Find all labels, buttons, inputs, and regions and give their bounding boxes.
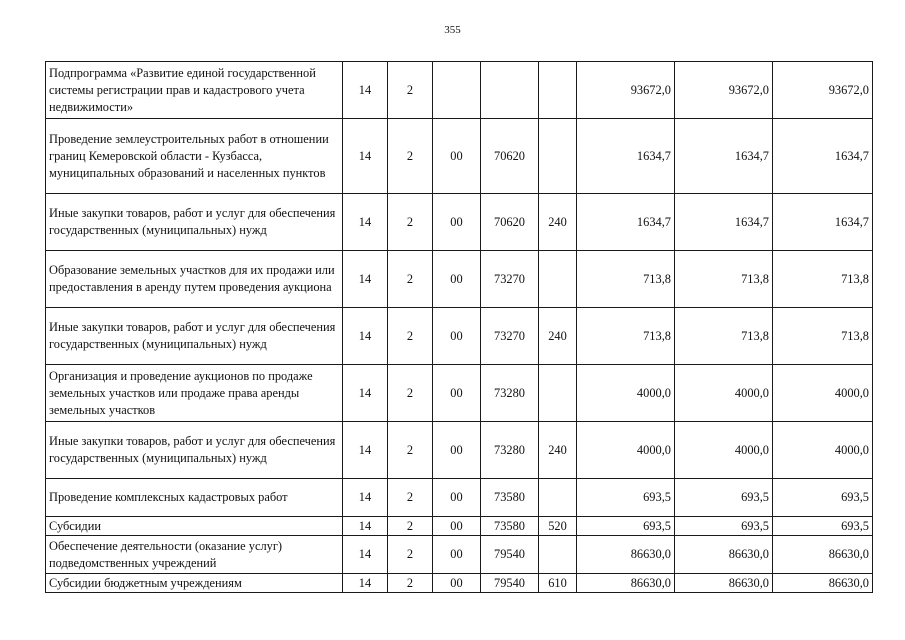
expense-type-code: 520 [539,517,577,536]
program-code: 00 [433,119,481,194]
program-code: 00 [433,194,481,251]
subsection-code: 2 [388,119,433,194]
program-code: 00 [433,574,481,593]
expense-type-code: 240 [539,422,577,479]
section-code: 14 [343,517,388,536]
table-row [46,536,873,574]
amount-1: 713,8 [577,251,675,308]
row-name: Иные закупки товаров, работ и услуг для обеспечения государственных (муниципальных) нужд [46,194,343,251]
program-code: 00 [433,517,481,536]
amount-2: 4000,0 [675,422,773,479]
article-code: 73280 [481,365,539,422]
expense-type-code [539,119,577,194]
table-row [46,422,873,479]
expense-type-code: 240 [539,194,577,251]
section-code: 14 [343,365,388,422]
amount-3: 1634,7 [773,194,873,251]
expense-type-code [539,365,577,422]
section-code: 14 [343,308,388,365]
amount-2: 1634,7 [675,119,773,194]
section-code: 14 [343,119,388,194]
amount-1: 93672,0 [577,62,675,119]
table-row [46,119,873,194]
row-name: Проведение землеустроительных работ в отношении границ Кемеровской области - Кузбасса, муниципальных образований и населенных пунктов [46,119,343,194]
page-number: 355 [444,24,461,36]
amount-3: 4000,0 [773,365,873,422]
row-name: Иные закупки товаров, работ и услуг для обеспечения государственных (муниципальных) нужд [46,422,343,479]
subsection-code: 2 [388,308,433,365]
subsection-code: 2 [388,251,433,308]
amount-3: 1634,7 [773,119,873,194]
expense-type-code: 610 [539,574,577,593]
subsection-code: 2 [388,62,433,119]
amount-3: 93672,0 [773,62,873,119]
amount-1: 693,5 [577,517,675,536]
article-code: 73270 [481,308,539,365]
table-row [46,62,873,119]
table-row [46,479,873,517]
amount-2: 693,5 [675,479,773,517]
article-code: 73580 [481,517,539,536]
section-code: 14 [343,251,388,308]
amount-2: 1634,7 [675,194,773,251]
amount-3: 86630,0 [773,574,873,593]
article-code: 73280 [481,422,539,479]
program-code [433,62,481,119]
program-code: 00 [433,365,481,422]
row-name: Иные закупки товаров, работ и услуг для обеспечения государственных (муниципальных) нужд [46,308,343,365]
amount-1: 4000,0 [577,422,675,479]
row-name: Образование земельных участков для их продажи или предоставления в аренду путем проведения аукциона [46,251,343,308]
amount-3: 693,5 [773,517,873,536]
amount-3: 713,8 [773,251,873,308]
amount-1: 4000,0 [577,365,675,422]
amount-3: 693,5 [773,479,873,517]
amount-2: 86630,0 [675,536,773,574]
row-name: Проведение комплексных кадастровых работ [46,479,343,517]
expense-type-code [539,251,577,308]
amount-1: 86630,0 [577,574,675,593]
subsection-code: 2 [388,479,433,517]
subsection-code: 2 [388,422,433,479]
amount-2: 86630,0 [675,574,773,593]
section-code: 14 [343,574,388,593]
section-code: 14 [343,194,388,251]
expense-type-code [539,479,577,517]
row-name: Организация и проведение аукционов по продаже земельных участков или продаже права аренды земельных участков [46,365,343,422]
subsection-code: 2 [388,517,433,536]
article-code: 70620 [481,194,539,251]
program-code: 00 [433,422,481,479]
amount-2: 693,5 [675,517,773,536]
table-row [46,365,873,422]
section-code: 14 [343,62,388,119]
program-code: 00 [433,251,481,308]
expense-type-code: 240 [539,308,577,365]
budget-table [45,61,873,593]
program-code: 00 [433,479,481,517]
row-name: Субсидии [46,517,343,536]
amount-2: 713,8 [675,308,773,365]
expense-type-code [539,536,577,574]
article-code: 70620 [481,119,539,194]
amount-3: 4000,0 [773,422,873,479]
table-row [46,251,873,308]
subsection-code: 2 [388,536,433,574]
table-row [46,517,873,536]
subsection-code: 2 [388,194,433,251]
table-row [46,308,873,365]
expense-type-code [539,62,577,119]
amount-1: 86630,0 [577,536,675,574]
program-code: 00 [433,536,481,574]
subsection-code: 2 [388,574,433,593]
article-code: 73580 [481,479,539,517]
amount-1: 1634,7 [577,119,675,194]
amount-1: 693,5 [577,479,675,517]
table-row [46,574,873,593]
article-code [481,62,539,119]
subsection-code: 2 [388,365,433,422]
amount-3: 86630,0 [773,536,873,574]
article-code: 79540 [481,574,539,593]
row-name: Обеспечение деятельности (оказание услуг) подведомственных учреждений [46,536,343,574]
amount-1: 713,8 [577,308,675,365]
table-row [46,194,873,251]
amount-3: 713,8 [773,308,873,365]
amount-2: 713,8 [675,251,773,308]
article-code: 73270 [481,251,539,308]
section-code: 14 [343,536,388,574]
article-code: 79540 [481,536,539,574]
row-name: Подпрограмма «Развитие единой государственной системы регистрации прав и кадастрового учета недвижимости» [46,62,343,119]
amount-2: 4000,0 [675,365,773,422]
amount-1: 1634,7 [577,194,675,251]
program-code: 00 [433,308,481,365]
row-name: Субсидии бюджетным учреждениям [46,574,343,593]
section-code: 14 [343,422,388,479]
amount-2: 93672,0 [675,62,773,119]
section-code: 14 [343,479,388,517]
